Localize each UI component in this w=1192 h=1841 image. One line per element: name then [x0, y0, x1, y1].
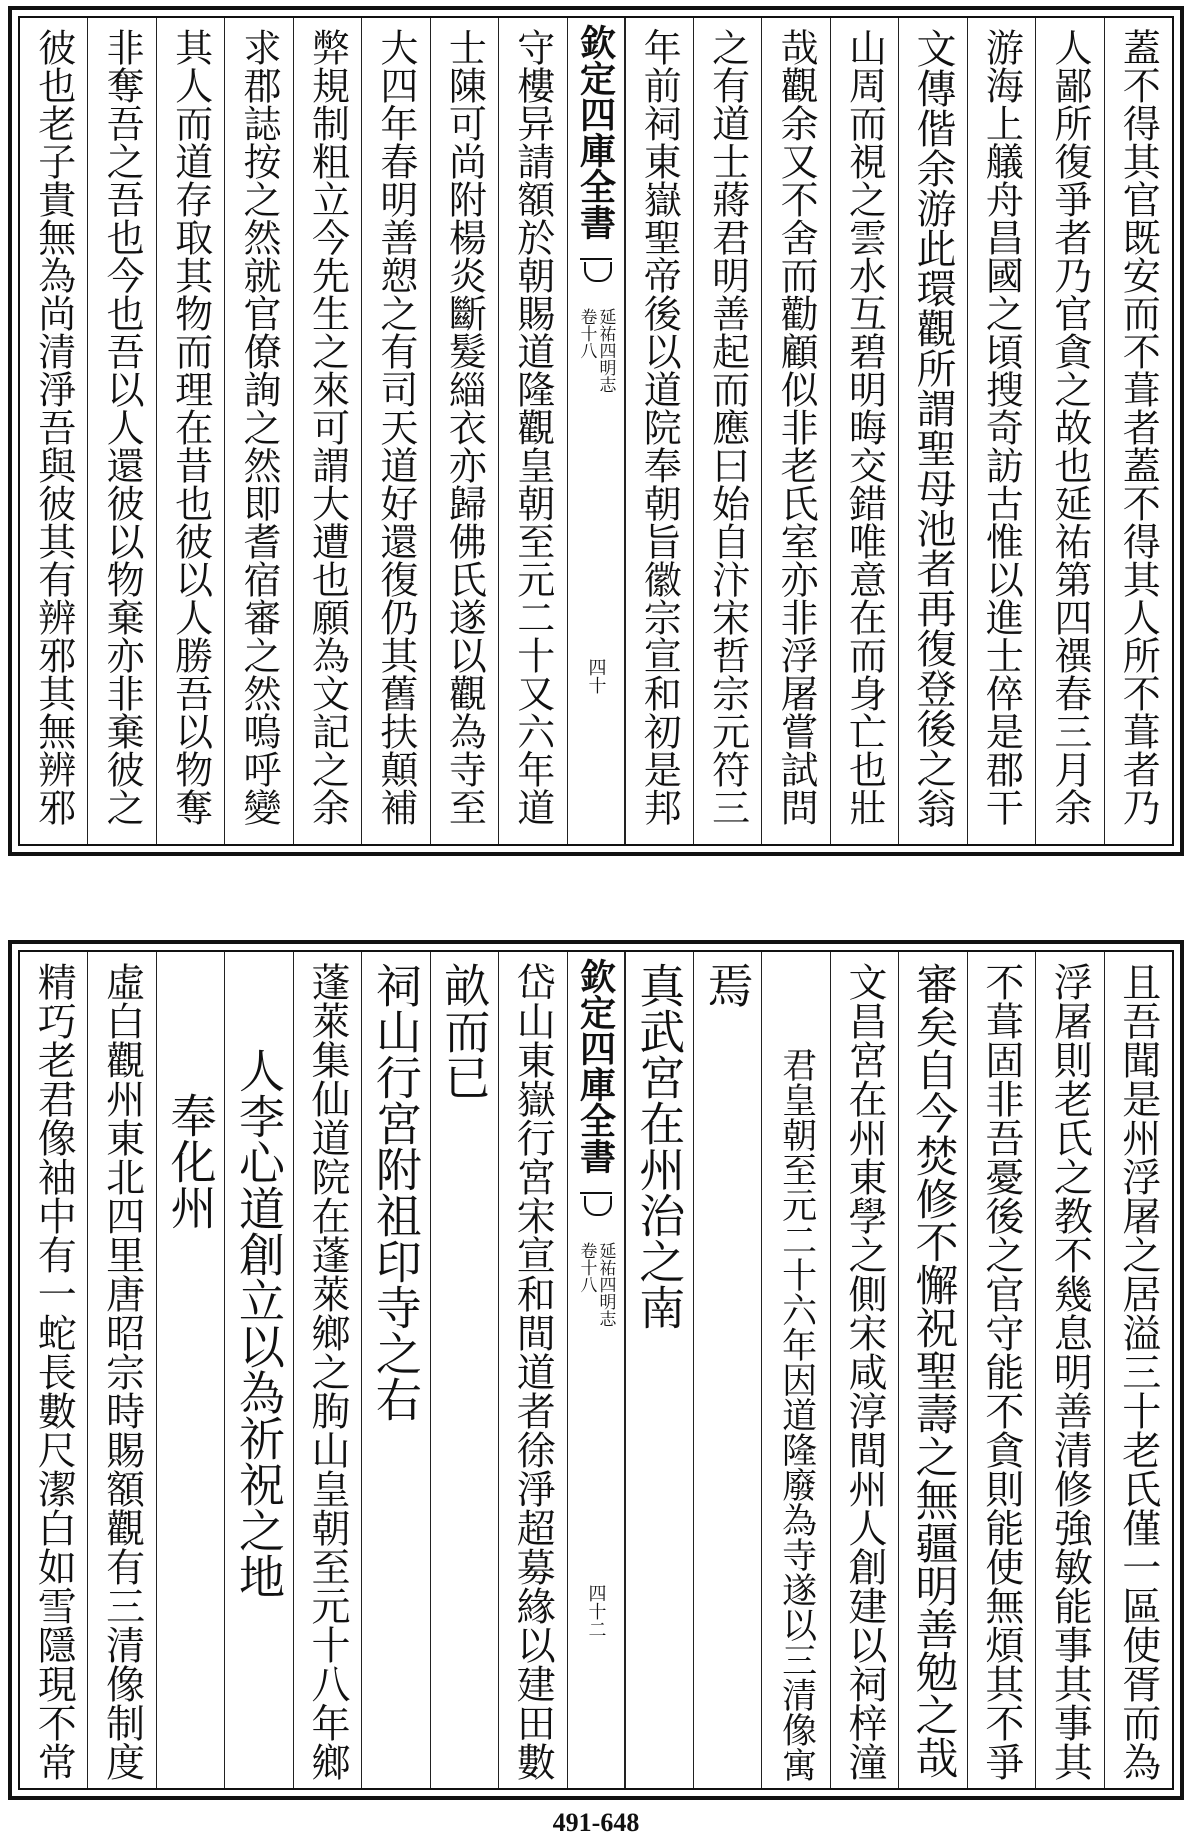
text-column: 其人而道存取其物而理在昔也彼以人勝吾以物奪	[156, 18, 224, 844]
text-column: 山周而視之雲水互碧明晦交錯唯意在而身亡也壯	[830, 18, 898, 844]
text-column: 守樓异請額於朝賜道隆觀皇朝至元二十又六年道	[498, 18, 566, 844]
text-column: 求郡誌按之然就官僚詢之然即耆宿審之然嗚呼變	[224, 18, 292, 844]
text-column: 畝而已	[430, 952, 498, 1788]
page-number: 四十	[585, 658, 607, 694]
text-column: 大四年春明善愬之有司天道好還復仍其舊扶顛補	[361, 18, 429, 844]
text-column: 蓬萊集仙道院在蓬萊鄉之朐山皇朝至元十八年鄉	[293, 952, 361, 1788]
text-column: 哉觀余又不舍而勸顧似非老氏室亦非浮屠嘗試問	[761, 18, 829, 844]
text-column: 不葺固非吾憂後之官守能不貪則能使無煩其不爭	[967, 952, 1035, 1788]
center-fold-margin	[567, 18, 625, 844]
text-column: 岱山東嶽行宮宋宣和間道者徐淨超募緣以建田數	[498, 952, 566, 1788]
page-footer-number: 491-648	[552, 1808, 640, 1837]
text-column: 浮屠則老氏之教不幾息明善清修強敏能事其事其	[1035, 952, 1103, 1788]
lower-page	[8, 940, 1184, 1800]
text-column: 精巧老君像袖中有一蛇長數尺潔白如雪隱現不常	[31, 962, 77, 1781]
text-column: 年前祠東嶽聖帝後以道院奉朝旨徽宗宣和初是邦	[625, 18, 693, 844]
text-column: 審矣自今焚修不懈祝聖壽之無疆明善勉之哉	[898, 952, 966, 1788]
text-column: 人鄙所復爭者乃官貪之故也延祐第四禩春三月余	[1035, 18, 1103, 844]
text-column: 虛白觀州東北四里唐昭宗時賜額觀有三清像制度	[87, 952, 155, 1788]
library-title: 欽定四庫全書	[574, 24, 617, 240]
text-column: 祠山行宮附祖印寺之右	[361, 952, 429, 1788]
page-number: 四十二	[585, 1584, 607, 1638]
text-column: 文傳偕余游此環觀所謂聖母池者再復登後之翁	[898, 18, 966, 844]
text-column: 士陳可尚附楊炎斷髮緇衣亦歸佛氏遂以觀為寺至	[430, 18, 498, 844]
text-column: 蓋不得其官既安而不葺者蓋不得其人所不葺者乃	[1104, 18, 1172, 844]
chapter-number: 卷十八	[576, 308, 597, 359]
volume-label	[578, 1242, 614, 1327]
text-column: 非奪吾之吾也今也吾以人還彼以物棄亦非棄彼之	[87, 18, 155, 844]
center-fold-margin	[567, 952, 625, 1788]
text-column: 之有道士蔣君明善起而應曰始自汴宋哲宗元符三	[693, 18, 761, 844]
text-column: 文昌宮在州東學之側宋咸淳間州人創建以祠梓潼	[830, 952, 898, 1788]
fishtail-mark-icon	[576, 1188, 616, 1228]
text-column: 人李心道創立以為祈祝之地	[224, 952, 292, 1788]
text-column: 真武宮在州治之南	[625, 952, 693, 1788]
section-heading: 奉化州	[156, 952, 224, 1788]
text-column: 彼也老子貴無為尚清淨吾與彼其有辨邪其無辨邪	[31, 28, 76, 826]
text-column: 君皇朝至元二十六年因道隆廢為寺遂以三清像寓	[761, 952, 829, 1788]
text-column: 弊規制粗立今先生之來可謂大遭也願為文記之余	[293, 18, 361, 844]
fishtail-mark-icon	[576, 254, 616, 294]
text-column: 焉	[693, 952, 761, 1788]
text-column: 且吾聞是州浮屠之居溢三十老氏僅一區使胥而為	[1104, 952, 1172, 1788]
chapter-number: 卷十八	[576, 1242, 597, 1293]
upper-page	[8, 6, 1184, 856]
upper-page-text-block	[18, 16, 1174, 846]
book-title: 延祐四明志	[595, 1242, 616, 1327]
library-title: 欽定四庫全書	[574, 958, 617, 1174]
book-title: 延祐四明志	[595, 308, 616, 393]
volume-label	[578, 308, 614, 393]
text-column: 游海上艤舟昌國之頃搜奇訪古惟以進士倅是郡干	[967, 18, 1035, 844]
lower-page-text-block	[18, 950, 1174, 1790]
